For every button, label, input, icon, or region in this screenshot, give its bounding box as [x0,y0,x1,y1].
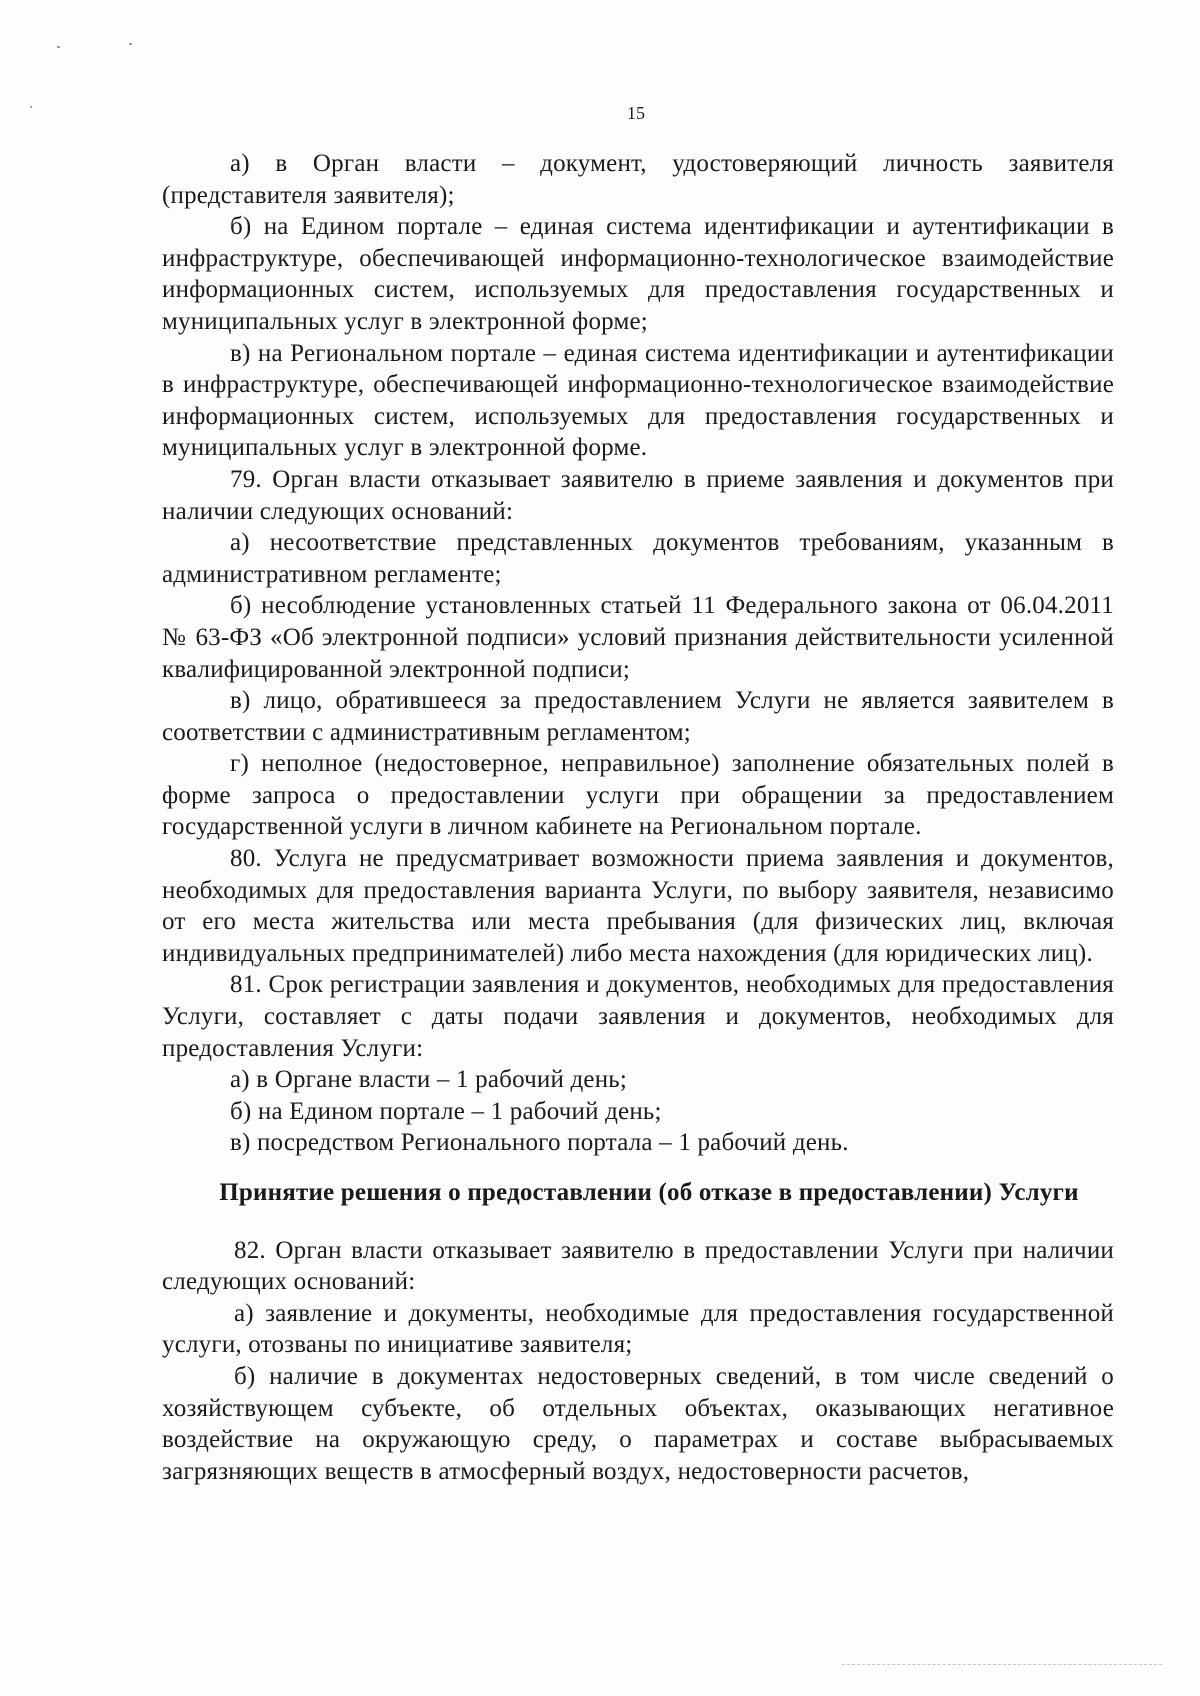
scan-speck [129,43,132,45]
paragraph: б) наличие в документах недостоверных сведений, в том числе сведений о хозяйствующем субъекте, об отдельных объектах, оказывающих негативное воздействие на окружающую среду, о параметрах и составе выбрасываемых загрязняющих веществ в атмосферный воздух, недостоверности расчетов, [162,1362,1114,1485]
paragraph: 81. Срок регистрации заявления и документов, необходимых для предоставления Услуги, составляет с даты подачи заявления и документов, необходимых для предоставления Услуги: [162,971,1114,1062]
scan-edge-line [842,1664,1162,1665]
paragraph: а) в Органе власти – 1 рабочий день; [230,1066,628,1094]
paragraph: 80. Услуга не предусматривает возможности приема заявления и документов, необходимых для предоставления варианта Услуги, по выбору заявителя, независимо от его места жительства или места пребывания (для физических лиц, включая индивидуальных предпринимателей) либо места нахождения (для юридических лиц). [162,845,1114,967]
paragraph: г) неполное (недостоверное, неправильное) заполнение обязательных полей в форме запроса о предоставлении услуги при обращении за предоставлением государственной услуги в личном кабинете на Региональном портале. [162,750,1114,841]
scan-speck [57,46,60,48]
paragraph: а) несоответствие представленных документов требованиям, указанным в административном регламенте; [162,529,1114,588]
paragraph: в) посредством Регионального портала – 1 рабочий день. [230,1129,849,1157]
paragraph: а) заявление и документы, необходимые для предоставления государственной услуги, отозваны по инициативе заявителя; [162,1299,1114,1359]
paragraph: 82. Орган власти отказывает заявителю в предоставлении Услуги при наличии следующих оснований: [162,1236,1114,1296]
paragraph: в) лицо, обратившееся за предоставлением Услуги не является заявителем в соответствии с административным регламентом; [162,687,1114,746]
paragraph: б) на Едином портале – 1 рабочий день; [230,1097,662,1125]
paragraph: б) несоблюдение установленных статьей 11 Федерального закона от 06.04.2011 № 63-ФЗ «Об электронной подписи» условий признания действительности усиленной квалифицированной электронной подписи; [162,592,1114,683]
page-number: 15 [627,103,645,123]
paragraph: в) на Региональном портале – единая система идентификации и аутентификации в инфраструктуре, обеспечивающей информационно-технологическое взаимодействие информационных систем, используемых для предоставления государственных и муниципальных услуг в электронной форме. [162,339,1114,462]
section-heading: Принятие решения о предоставлении (об отказе в предоставлении) Услуги [219,1179,1079,1206]
paragraph: а) в Орган власти – документ, удостоверяющий личность заявителя (представителя заявителя); [162,150,1114,209]
paragraph: 79. Орган власти отказывает заявителю в приеме заявления и документов при наличии следующих оснований: [162,465,1114,525]
paragraph: б) на Едином портале – единая система идентификации и аутентификации в инфраструктуре, обеспечивающей информационно-технологическое взаимодействие информационных систем, используемых для предоставления государственных и муниципальных услуг в электронной форме; [162,213,1114,335]
document-body [162,148,1114,1487]
